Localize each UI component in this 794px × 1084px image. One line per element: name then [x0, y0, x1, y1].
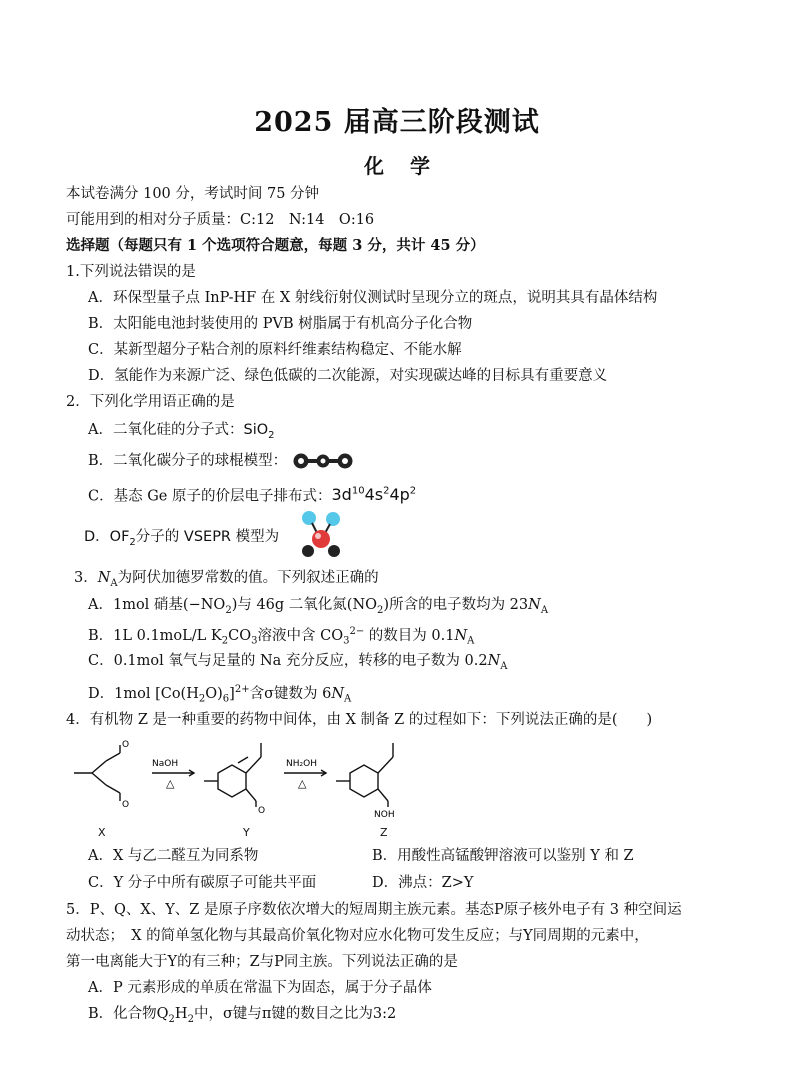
q5-option-a: A．P 元素形成的单质在常温下为固态，属于分子晶体 [88, 980, 432, 996]
q4-option-b: B．用酸性高锰酸钾溶液可以鉴别 Y 和 Z [372, 848, 634, 864]
q2-b-text: B．二氧化碳分子的球棍模型： [88, 453, 288, 469]
q3-stem-text: 为阿伏加德罗常数的值。下列叙述正确的 [117, 570, 379, 586]
subscript: A [344, 693, 352, 705]
superscript: 2− [349, 626, 365, 637]
q4-stem: 4．有机物 Z 是一种重要的药物中间体，由 X 制备 Z 的过程如下：下列说法正确的是( ) [66, 712, 653, 728]
q4-option-d: D．沸点：Z>Y [372, 875, 474, 891]
subscript: A [500, 660, 508, 672]
subscript: 2 [268, 429, 275, 441]
label-o: O [258, 806, 266, 816]
q5-stem-line3: 第一电离能大于Y的有三种；Z与P同主族。下列说法正确的是 [66, 954, 458, 970]
label-noh: NOH [374, 810, 395, 820]
text: )与 46g 二氧化氮(NO [231, 597, 378, 613]
superscript: 10 [351, 486, 365, 497]
avogadro-symbol: N [97, 570, 111, 586]
reagent-nh2oh: NH₂OH [286, 759, 317, 769]
subscript: A [467, 635, 475, 647]
text: 中，σ键与π键的数目之比为3:2 [193, 1006, 397, 1022]
q2-a-text: A．二氧化硅的分子式： [88, 422, 244, 438]
q2-option-b [88, 450, 354, 472]
label-o: O [122, 800, 130, 810]
q3-option-d [88, 680, 351, 710]
subscript: 2 [187, 1013, 194, 1025]
subscript: A [110, 577, 118, 589]
q5-stem-line1: 5．P、Q、X、Y、Z 是原子序数依次增大的短周期主族元素。基态P原子核外电子有 3 种空间运 [66, 902, 682, 918]
config-part: 4s [364, 485, 384, 505]
formula-text: SiO [243, 422, 269, 438]
q1-option-d: D．氢能作为来源广泛、绿色低碳的二次能源，对实现碳达峰的目标具有重要意义 [88, 368, 608, 384]
label-z: Z [380, 826, 388, 839]
subscript: 3 [343, 635, 350, 647]
q1-option-a: A．环保型量子点 InP-HF 在 X 射线衍射仪测试时呈现分立的斑点，说明其具有晶体结构 [88, 290, 658, 306]
q3-option-a [88, 595, 548, 621]
of2-vsepr-model-icon [296, 505, 346, 561]
superscript: 2 [383, 486, 390, 497]
subscript: 6 [222, 693, 230, 705]
q3-option-b [88, 622, 474, 652]
text: H [174, 1006, 188, 1022]
co2-ball-stick-model-icon [292, 450, 354, 472]
label-x: X [98, 826, 106, 839]
exam-info-line: 本试卷满分 100 分，考试时间 75 分钟 [66, 186, 320, 202]
reaction-scheme-diagram [66, 735, 446, 835]
relative-mass-line: 可能用到的相对分子质量：C:12 N:14 O:16 [66, 212, 375, 228]
text: 的数目为 0.1 [364, 627, 455, 644]
section-heading: 选择题（每题只有 1 个选项符合题意，每题 3 分，共计 45 分） [66, 237, 485, 254]
q3-stem [74, 568, 379, 594]
text: )所含的电子数均为 23 [383, 597, 529, 613]
label-y: Y [243, 826, 250, 839]
subscript: 2 [377, 604, 384, 616]
text: CO [228, 627, 252, 644]
subject-title: 化学 [364, 154, 456, 178]
q2-stem: 2．下列化学用语正确的是 [66, 394, 235, 410]
exam-title: 2025 届高三阶段测试 [254, 107, 540, 138]
heat-symbol: △ [298, 777, 307, 790]
q2-c-text: C．基态 Ge 原子的价层电子排布式： [88, 488, 332, 505]
avogadro-symbol: N [528, 597, 541, 613]
text: 含σ键数为 6 [249, 685, 332, 702]
config-part: 4p [389, 485, 410, 505]
subscript: 2 [168, 1013, 175, 1025]
subscript: 2 [221, 635, 229, 647]
q5-option-b [88, 1004, 396, 1030]
superscript: 2 [409, 486, 417, 497]
q2-d-text: D．OF [84, 529, 130, 545]
q4-option-a: A．X 与乙二醛互为同系物 [88, 848, 259, 864]
text: A．1mol 硝基(−NO [88, 597, 226, 613]
q2-a-formula [243, 422, 275, 441]
q2-c-config [331, 485, 416, 504]
q1-stem: 1.下列说法错误的是 [66, 264, 196, 280]
q3-option-c [88, 651, 508, 677]
text: ] [229, 685, 235, 702]
avogadro-symbol: N [454, 627, 468, 644]
text: 溶液中含 CO [257, 627, 344, 644]
q2-option-a [88, 420, 275, 446]
subscript: A [540, 604, 549, 616]
label-o: O [122, 740, 130, 750]
text: B．1L 0.1moL/L K [88, 627, 222, 644]
q4-option-c: C．Y 分子中所有碳原子可能共平面 [88, 875, 317, 891]
subscript: 2 [198, 693, 206, 705]
subscript: 2 [129, 536, 136, 548]
config-part: 3d [331, 485, 352, 505]
heat-symbol: △ [166, 777, 175, 790]
text: C．0.1mol 氧气与足量的 Na 充分反应，转移的电子数为 0.2 [88, 653, 488, 669]
q2-d-text-suffix: 分子的 VSEPR 模型为 [135, 529, 280, 545]
avogadro-symbol: N [487, 653, 501, 669]
q1-option-b: B．太阳能电池封装使用的 PVB 树脂属于有机高分子化合物 [88, 316, 473, 332]
text: O) [205, 685, 223, 702]
subscript: 3 [251, 635, 258, 647]
superscript: 2+ [234, 684, 250, 695]
q2-option-c [88, 482, 416, 506]
text: B．化合物Q [88, 1006, 169, 1022]
subscript: 2 [225, 604, 232, 616]
q5-stem-line2: 动状态； X 的简单氢化物与其最高价氧化物对应水化物可发生反应；与Y同周期的元素中， [66, 928, 649, 944]
q3-number: 3． [74, 570, 98, 586]
avogadro-symbol: N [331, 685, 345, 702]
q2-option-d [84, 527, 279, 553]
q1-option-c: C．某新型超分子粘合剂的原料纤维素结构稳定、不能水解 [88, 342, 462, 358]
text: D．1mol [Co(H [88, 685, 199, 702]
reagent-naoh: NaOH [152, 759, 179, 769]
